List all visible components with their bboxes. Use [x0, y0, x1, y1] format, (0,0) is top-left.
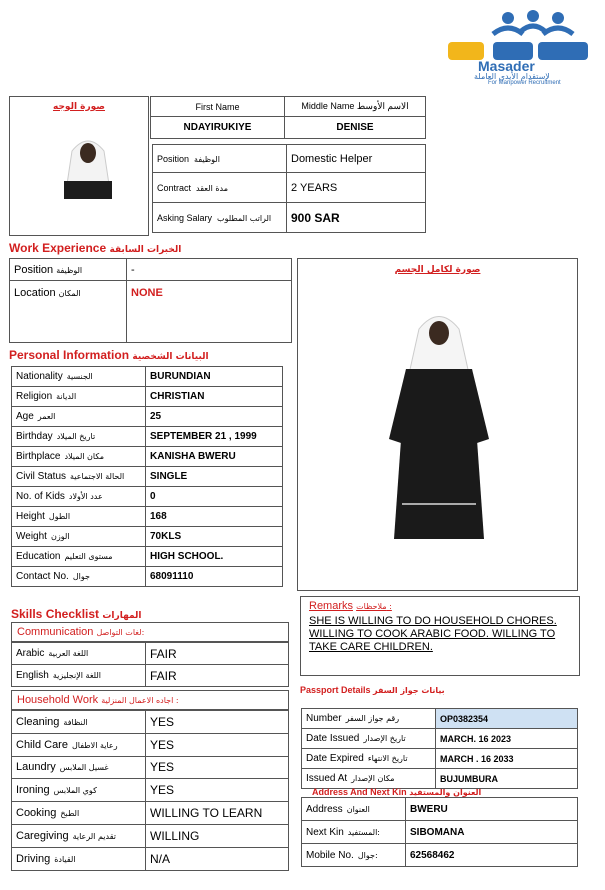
communication-row-label-cell — [12, 665, 146, 687]
we-position-value: - — [127, 259, 292, 281]
household-row — [12, 847, 289, 870]
passport-table — [301, 708, 578, 789]
personal-row-label-cell — [12, 487, 146, 507]
household-row-label-ar: النظافة — [63, 717, 88, 727]
personal-row-label-ar: الوزن — [50, 532, 70, 541]
personal-row-label: Weight — [16, 531, 47, 542]
personal-row — [12, 447, 283, 467]
communication-section — [11, 622, 289, 687]
personal-row-label-cell — [12, 387, 146, 407]
logo-latin: Masader — [478, 58, 535, 74]
position-ar: الوظيفة — [194, 154, 220, 164]
personal-row-label-ar: مستوى التعليم — [64, 552, 113, 561]
personal-row-label: Civil Status — [16, 471, 67, 482]
name-table — [150, 96, 426, 139]
household-row-label-ar: تقديم الرعاية — [72, 831, 116, 841]
household-ar: اجاده الاعمال المنزلية : — [101, 696, 179, 705]
household-row-label: Cooking — [16, 807, 57, 820]
address-title-en: Address And Next Kin — [312, 787, 407, 797]
remarks-box — [300, 596, 580, 676]
salary-ar: الراتب المطلوب — [217, 213, 272, 223]
passport-row — [302, 729, 578, 749]
first-name-value: NDAYIRUKIYE — [151, 117, 285, 139]
personal-row — [12, 567, 283, 587]
household-row-value: YES — [146, 756, 289, 779]
contract-label: Contract — [157, 182, 192, 193]
work-experience-title-ar: الخبرات السابقة — [109, 245, 182, 255]
household-header — [11, 690, 289, 710]
position-label: Position — [157, 153, 190, 164]
passport-row-label-ar: مكان الإصدار — [351, 774, 395, 783]
personal-row-label-cell — [12, 547, 146, 567]
personal-row-value: SINGLE — [146, 467, 283, 487]
personal-row-label-cell — [12, 427, 146, 447]
household-row-label-cell — [12, 711, 146, 734]
contract-label-cell — [153, 173, 287, 203]
middle-name-value: DENISE — [285, 117, 426, 139]
passport-row-label: Date Issued — [306, 733, 360, 744]
communication-row-label-ar: اللغة العربية — [48, 649, 89, 658]
household-row-value: WILLING — [146, 824, 289, 847]
personal-row — [12, 527, 283, 547]
personal-row-value: KANISHA BWERU — [146, 447, 283, 467]
logo-arabic-sub: لإستقدام الأيدي العاملة — [474, 72, 550, 81]
communication-row — [12, 643, 289, 665]
personal-row-label: No. of Kids — [16, 491, 65, 502]
personal-row-label: Religion — [16, 391, 53, 402]
logo-tagline: For Manpower Recruitment — [488, 80, 561, 86]
we-location-label-cell — [10, 281, 127, 343]
household-row-label-ar: كوي الملابس — [53, 786, 97, 796]
we-location-ar: المكان — [58, 289, 81, 298]
contract-ar: مدة العقد — [196, 183, 229, 193]
household-row — [12, 779, 289, 802]
communication-row — [12, 665, 289, 687]
passport-row-label: Date Expired — [306, 753, 364, 764]
personal-row-label-ar: العمر — [37, 412, 56, 421]
passport-row-label-ar: تاريخ الانتهاء — [367, 754, 408, 763]
remarks-title-ar: ملاحظات : — [356, 602, 392, 611]
passport-row — [302, 709, 578, 729]
household-row-label-ar: الطبخ — [60, 809, 80, 819]
skills-title — [11, 607, 142, 621]
address-row-label-ar: المستفيد: — [347, 827, 380, 837]
household-row-label-cell — [12, 779, 146, 802]
address-row-value: 62568462 — [406, 844, 578, 867]
personal-row-label-cell — [12, 507, 146, 527]
personal-row-label-cell — [12, 447, 146, 467]
personal-info-title-ar: البيانات الشخصية — [132, 352, 209, 362]
salary-value: 900 SAR — [287, 203, 426, 233]
communication-row-label-ar: اللغة الإنجليزية — [52, 671, 101, 680]
salary-label-cell — [153, 203, 287, 233]
personal-row-label: Age — [16, 411, 34, 422]
personal-row-label-cell — [12, 567, 146, 587]
household-row — [12, 824, 289, 847]
household-row-label-cell — [12, 824, 146, 847]
personal-row — [12, 367, 283, 387]
personal-row — [12, 487, 283, 507]
skills-title-en: Skills Checklist — [11, 607, 100, 621]
household-row-label-cell — [12, 756, 146, 779]
personal-row — [12, 387, 283, 407]
position-label-cell — [153, 145, 287, 173]
passport-row-value: MARCH . 16 2033 — [436, 749, 578, 769]
passport-title-ar: بيانات جواز السفر — [373, 686, 445, 695]
personal-row-value: CHRISTIAN — [146, 387, 283, 407]
personal-row-label: Birthplace — [16, 451, 61, 462]
full-photo-label: صورة لكامل الجسم — [394, 265, 481, 275]
address-row-label-cell — [302, 844, 406, 867]
personal-row-value: SEPTEMBER 21 , 1999 — [146, 427, 283, 447]
household-row-value: N/A — [146, 847, 289, 870]
passport-row — [302, 769, 578, 789]
household-row-label-cell — [12, 802, 146, 825]
personal-row-label: Birthday — [16, 431, 53, 442]
job-table — [152, 144, 426, 233]
communication-row-value: FAIR — [146, 643, 289, 665]
communication-row-label: English — [16, 670, 49, 681]
passport-row-value: MARCH. 16 2023 — [436, 729, 578, 749]
personal-row-label-cell — [12, 407, 146, 427]
passport-row-label-cell — [302, 769, 436, 789]
personal-row — [12, 467, 283, 487]
household-row — [12, 711, 289, 734]
personal-info-table — [11, 366, 283, 587]
full-body-photo — [384, 309, 494, 549]
position-value: Domestic Helper — [287, 145, 426, 173]
household-row-label: Cleaning — [16, 715, 60, 728]
address-title — [312, 787, 481, 797]
communication-row-label-cell — [12, 643, 146, 665]
personal-info-title — [9, 348, 209, 362]
personal-row-label-ar: الحالة الاجتماعية — [70, 472, 125, 481]
contract-value: 2 YEARS — [287, 173, 426, 203]
personal-row-value: 70KLS — [146, 527, 283, 547]
personal-row-label-ar: تاريخ الميلاد — [56, 432, 96, 441]
address-row-label-cell — [302, 821, 406, 844]
passport-row-label-ar: تاريخ الإصدار — [363, 734, 406, 743]
remarks-title — [309, 600, 571, 612]
household-row-value: YES — [146, 733, 289, 756]
face-photo — [58, 131, 118, 201]
skills-title-ar: المهارات — [102, 611, 142, 621]
household-title: Household Work — [17, 694, 99, 706]
personal-row-label-cell — [12, 467, 146, 487]
passport-row-label-cell — [302, 709, 436, 729]
household-row-label: Driving — [16, 852, 51, 865]
household-row-value: YES — [146, 711, 289, 734]
personal-row-value: 25 — [146, 407, 283, 427]
personal-row-label-ar: الجنسية — [66, 372, 93, 381]
work-experience-title — [9, 241, 181, 255]
passport-row — [302, 749, 578, 769]
household-row-value: WILLING TO LEARN — [146, 802, 289, 825]
passport-title-en: Passport Details — [300, 685, 371, 695]
address-row-value: SIBOMANA — [406, 821, 578, 844]
personal-row — [12, 547, 283, 567]
household-row-label-ar: غسيل الملابس — [59, 763, 109, 773]
passport-row-value: OP0382354 — [436, 709, 578, 729]
personal-row-value: HIGH SCHOOL. — [146, 547, 283, 567]
personal-row-value: 68091110 — [146, 567, 283, 587]
passport-row-label-cell — [302, 749, 436, 769]
address-row — [302, 798, 578, 821]
communication-ar: لغات التواصل: — [96, 628, 145, 637]
address-row-label: Mobile No. — [306, 849, 354, 861]
communication-table — [11, 642, 289, 687]
full-photo-box — [297, 258, 578, 591]
passport-row-label-cell — [302, 729, 436, 749]
personal-row — [12, 427, 283, 447]
personal-row-label-ar: جوال — [72, 572, 90, 581]
personal-row-value: BURUNDIAN — [146, 367, 283, 387]
work-experience-title-en: Work Experience — [9, 241, 107, 255]
personal-row-label: Education — [16, 551, 61, 562]
masader-logo — [438, 8, 598, 88]
communication-row-value: FAIR — [146, 665, 289, 687]
personal-row-label-cell — [12, 367, 146, 387]
passport-row-label: Issued At — [306, 773, 348, 784]
address-row — [302, 821, 578, 844]
personal-row-label-cell — [12, 527, 146, 547]
passport-title — [300, 685, 445, 695]
passport-row-label-ar: رقم جواز السفر — [345, 714, 400, 723]
household-row-label: Child Care — [16, 738, 68, 751]
personal-row-label: Contact No. — [16, 571, 69, 582]
address-title-ar: العنوان والمستفيد — [409, 788, 482, 797]
we-location-label: Location — [14, 287, 56, 299]
personal-row — [12, 507, 283, 527]
personal-row-label-ar: عدد الأولاد — [68, 492, 103, 501]
household-row-label-cell — [12, 847, 146, 870]
household-row — [12, 756, 289, 779]
household-row-label-ar: رعاية الاطفال — [71, 740, 118, 750]
we-position-label: Position — [14, 263, 54, 276]
communication-header — [11, 622, 289, 642]
address-row-label-ar: العنوان — [346, 804, 370, 814]
remarks-text: SHE IS WILLING TO DO HOUSEHOLD CHORES. WILLING TO COOK ARABIC FOOD. WILLING TO TAKE CARE CHILDREN. — [309, 615, 557, 653]
salary-label: Asking Salary — [157, 212, 213, 223]
middle-name-label: Middle Name الاسم الأوسط — [285, 97, 426, 117]
address-table — [301, 797, 578, 867]
address-row — [302, 844, 578, 867]
household-row-value: YES — [146, 779, 289, 802]
household-row-label-cell — [12, 733, 146, 756]
household-row-label: Laundry — [16, 761, 56, 774]
personal-row-label: Height — [16, 511, 45, 522]
household-section — [11, 690, 289, 871]
address-row-label: Next Kin — [306, 826, 344, 838]
household-row — [12, 733, 289, 756]
personal-row-label-ar: مكان الميلاد — [64, 452, 105, 461]
address-row-label-cell — [302, 798, 406, 821]
we-position-ar: الوظيفة — [56, 265, 83, 275]
address-row-value: BWERU — [406, 798, 578, 821]
household-row-label: Ironing — [16, 784, 50, 797]
personal-row-label: Nationality — [16, 371, 63, 382]
address-row-label-ar: جوال: — [357, 850, 378, 860]
household-row-label: Caregiving — [16, 829, 69, 842]
passport-row-value: BUJUMBURA — [436, 769, 578, 789]
personal-row-value: 168 — [146, 507, 283, 527]
passport-row-label: Number — [306, 713, 342, 724]
household-table — [11, 710, 289, 871]
work-experience-table — [9, 258, 292, 343]
communication-row-label: Arabic — [16, 648, 45, 659]
personal-row-label-ar: الديانة — [56, 392, 77, 401]
personal-row — [12, 407, 283, 427]
first-name-label: First Name — [151, 97, 285, 117]
we-location-value: NONE — [127, 281, 292, 343]
personal-row-label-ar: الطول — [48, 512, 71, 521]
face-photo-box — [9, 96, 149, 236]
household-row — [12, 802, 289, 825]
communication-title: Communication — [17, 626, 94, 638]
we-position-label-cell — [10, 259, 127, 281]
face-photo-label: صورة الوجه — [52, 102, 106, 112]
address-row-label: Address — [306, 803, 343, 815]
personal-row-value: 0 — [146, 487, 283, 507]
personal-info-title-en: Personal Information — [9, 348, 130, 362]
remarks-title-en: Remarks — [309, 600, 354, 612]
household-row-label-ar: القيادة — [54, 854, 76, 864]
